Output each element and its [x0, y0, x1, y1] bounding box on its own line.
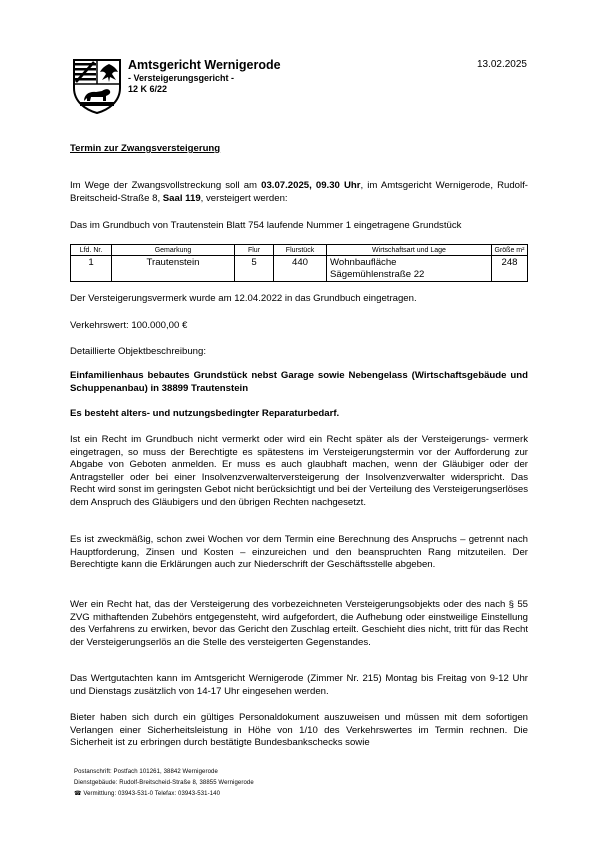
objekt-beschreibung: Einfamilienhaus bebautes Grundstück nebst Garage sowie Nebengelass (Wirtschaftsgebäude und Schuppenanbau) in 38899 Trautenstein [70, 370, 528, 394]
intro-text-2: , im Amtsgericht Wernigerode, Rudolf-Breitscheid-Straße 8, [70, 180, 529, 204]
table-header-row [71, 245, 528, 256]
footer-postanschrift: Postanschrift: Postfach 101261, 38842 Wernigerode [74, 769, 218, 775]
column-header-lfd: Lfd. Nr. [71, 245, 112, 256]
footer [74, 767, 254, 800]
column-header-flur: Flur [235, 245, 274, 256]
reparatur-line: Es besteht alters- und nutzungsbedingter Reparaturbedarf. [70, 408, 340, 419]
footer-dienstgebaeude: Dienstgebäude: Rudolf-Breitscheid-Straße 8, 38855 Wernigerode [74, 780, 254, 786]
wirtschaftsart-line-2: Sägemühlenstraße 22 [330, 268, 425, 280]
vermerk-line: Der Versteigerungsvermerk wurde am 12.04.2022 in das Grundbuch eingetragen. [70, 293, 417, 304]
column-header-gemarkung: Gemarkung [112, 245, 235, 256]
wirtschaftsart-line-1: Wohnbaufläche [330, 257, 397, 268]
column-header-flurstueck: Flurstück [274, 245, 327, 256]
objekt-label: Detaillierte Objektbeschreibung: [70, 346, 206, 357]
column-header-wirtschaftsart: Wirtschaftsart und Lage [327, 245, 492, 256]
grundbuch-line: Das im Grundbuch von Trautenstein Blatt 754 laufende Nummer 1 eingetragene Grundstück [70, 220, 462, 231]
document-date: 13.02.2025 [476, 59, 527, 70]
case-number: 12 K 6/22 [128, 84, 168, 94]
table-row [71, 256, 528, 282]
verkehrswert-line: Verkehrswert: 100.000,00 € [70, 320, 188, 331]
cell-wirtschaftsart [327, 256, 492, 282]
intro-text-1: Im Wege der Zwangsvollstreckung soll am [70, 180, 262, 191]
footer-telefon: ☎ Vermittlung: 03943-531-0 Telefax: 03943-531-140 [74, 791, 221, 797]
paragraph-anmeldung: Ist ein Recht im Grundbuch nicht vermerkt oder wird ein Recht später als der Versteigerungs- vermerk eingetragen, so muss der Berechtigte es spätestens im Versteigerungstermin vor der Aufforderung zur Abgabe von Geboten anmelden. Er muss es auch glaubhaft machen, wenn der Gläubiger oder der Antragsteller oder bei einer Insolvenzverwalterversteigerung der Insolvenzverwalter widerspricht. Das Recht wird sonst im geringsten Gebot nicht berücksichtigt und bei der Verteilung des Versteigerungserlöses dem Anspruch des Gläubigers und den übrigen Rechten nachgesetzt. [70, 434, 528, 508]
intro-paragraph [70, 180, 528, 205]
court-header [128, 58, 281, 95]
court-subtitle: - Versteigerungsgericht - [128, 73, 235, 83]
cell-flurstueck: 440 [274, 256, 327, 282]
property-table [70, 244, 528, 282]
paragraph-wertgutachten: Das Wertgutachten kann im Amtsgericht Wernigerode (Zimmer Nr. 215) Montag bis Freitag von 9-12 Uhr und Dienstags zusätzlich von 14-17 Uhr eingesehen werden. [70, 673, 528, 697]
cell-lfd: 1 [71, 256, 112, 282]
coat-of-arms-icon [72, 58, 122, 114]
paragraph-berechnung: Es ist zweckmäßig, schon zwei Wochen vor dem Termin eine Berechnung des Anspruchs – getrennt nach Hauptforderung, Zinsen und Kosten – einzureichen und den beanspruchten Rang mitzuteilen. Der Berechtigte kann die Erklärungen auch zur Niederschrift der Geschäftsstelle abgeben. [70, 534, 528, 571]
document-title: Termin zur Zwangsversteigerung [70, 143, 221, 154]
cell-gemarkung: Trautenstein [112, 256, 235, 282]
intro-text-3: , versteigert werden: [200, 192, 288, 204]
auction-date: 03.07.2025, 09.30 Uhr [261, 180, 361, 191]
column-header-groesse: Größe m² [492, 245, 528, 256]
court-name: Amtsgericht Wernigerode [128, 58, 281, 72]
cell-flur: 5 [235, 256, 274, 282]
paragraph-bieter: Bieter haben sich durch ein gültiges Personaldokument auszuweisen und müssen mit dem sofortigen Verlangen einer Sicherheitsleistung in Höhe von 1/10 des Verkehrswertes im Termin rechnen. Die Sicherheit ist zu erbringen durch bestätigte Bundesbankschecks sowie [70, 712, 528, 749]
cell-groesse: 248 [492, 256, 528, 282]
paragraph-aufhebung: Wer ein Recht hat, das der Versteigerung des vorbezeichneten Versteigerungsobjekts oder des nach § 55 ZVG mithaftenden Zubehörs entgegensteht, wird aufgefordert, die Aufhebung oder einstweilige Einstellung des Verfahrens zu erwirken, bevor das Gericht den Zuschlag erteilt. Geschieht dies nicht, tritt für das Recht der Versteigerungserlös an die Stelle des versteigerten Gegenstandes. [70, 599, 528, 648]
auction-room: Saal 119 [162, 192, 201, 204]
